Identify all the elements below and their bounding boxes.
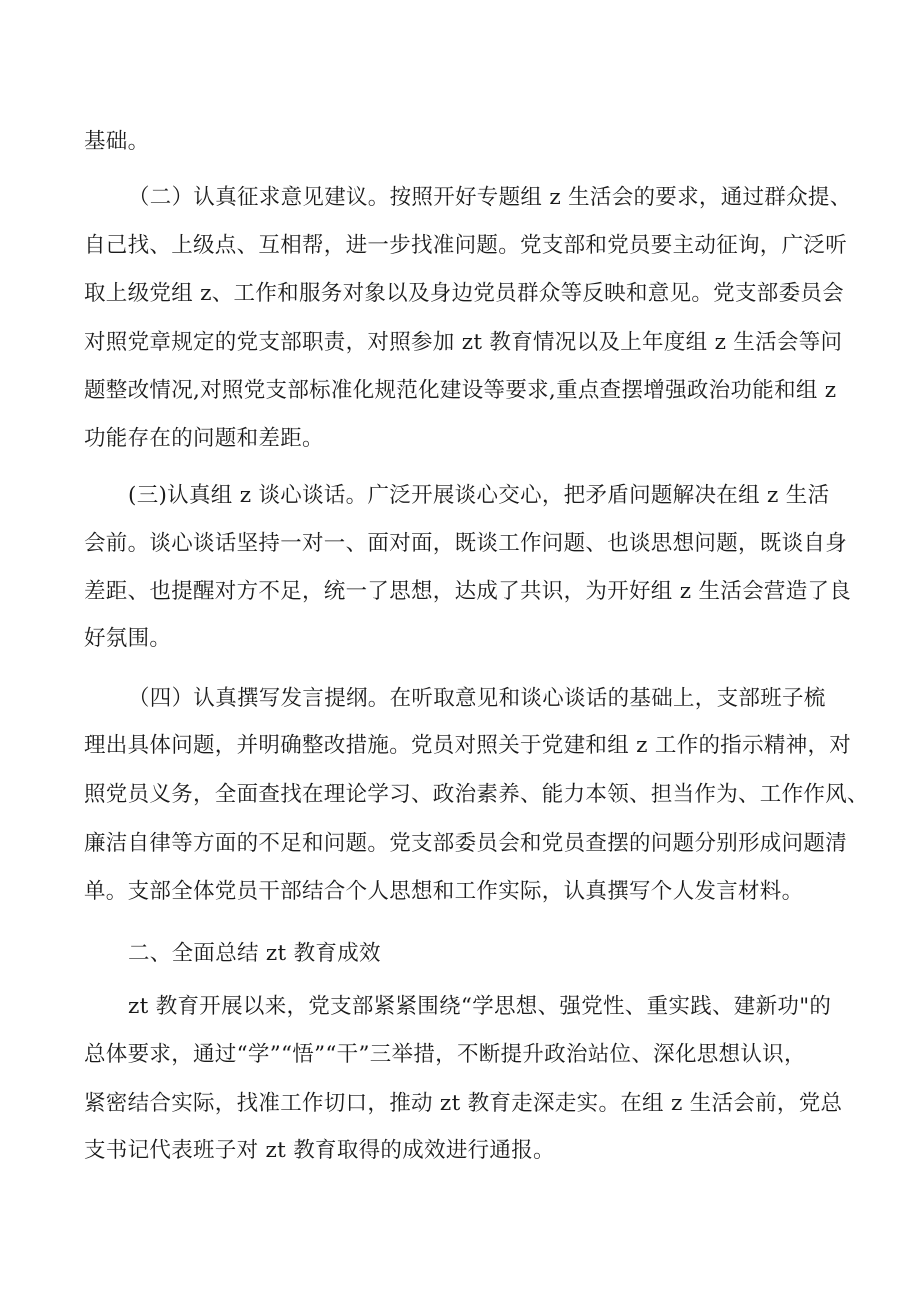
paragraph-line: 取上级党组 z、工作和服务对象以及身边党员群众等反映和意见。党支部委员会 <box>84 281 844 306</box>
paragraph-line: 会前。谈心谈话坚持一对一、面对面，既谈工作问题、也谈思想问题，既谈自身 <box>84 531 848 556</box>
paragraph-line: 对照党章规定的党支部职责，对照参加 zt 教育情况以及上年度组 z 生活会等问 <box>84 330 843 355</box>
section-heading: 二、全面总结 zt 教育成效 <box>128 941 381 966</box>
paragraph-line: 基础。 <box>84 129 150 154</box>
paragraph-line: 差距、也提醒对方不足，统一了思想，达成了共识，为开好组 z 生活会营造了良 <box>84 579 852 604</box>
paragraph-line: 单。支部全体党员干部结合个人思想和工作实际，认真撰写个人发言材料。 <box>84 879 804 904</box>
paragraph-line: （四）认真撰写发言提纲。在听取意见和谈心谈话的基础上，支部班子梳 <box>128 686 826 711</box>
paragraph-line: 好氛围。 <box>84 626 172 651</box>
paragraph-line: 总体要求，通过“学”“悟”“干”三举措，不断提升政治站位、深化思想认识， <box>84 1042 806 1067</box>
paragraph-line: 支书记代表班子对 zt 教育取得的成效进行通报。 <box>84 1138 555 1163</box>
paragraph-line: 自己找、上级点、互相帮，进一步找准问题。党支部和党员要主动征询，广泛听 <box>84 233 848 258</box>
paragraph-line: 廉洁自律等方面的不足和问题。党支部委员会和党员查摆的问题分别形成问题清 <box>84 831 848 856</box>
paragraph-line: 理出具体问题，并明确整改措施。党员对照关于党建和组 z 工作的指示精神，对 <box>84 733 852 758</box>
paragraph-line: 照党员义务，全面查找在理论学习、政治素养、能力本领、担当作为、工作作风、 <box>84 782 869 807</box>
paragraph-line: (三)认真组 z 谈心谈话。广泛开展谈心交心，把矛盾问题解决在组 z 生活 <box>128 483 830 508</box>
paragraph-line: zt 教育开展以来，党支部紧紧围绕“学思想、强党性、重实践、建新功"的 <box>128 994 832 1019</box>
paragraph-line: （二）认真征求意见建议。按照开好专题组 z 生活会的要求，通过群众提、 <box>128 185 852 210</box>
paragraph-line: 题整改情况,对照党支部标准化规范化建设等要求,重点查摆增强政治功能和组 z <box>84 378 837 403</box>
paragraph-line: 紧密结合实际，找准工作切口，推动 zt 教育走深走实。在组 z 生活会前，党总 <box>84 1091 843 1116</box>
paragraph-line: 功能存在的问题和差距。 <box>84 426 324 451</box>
